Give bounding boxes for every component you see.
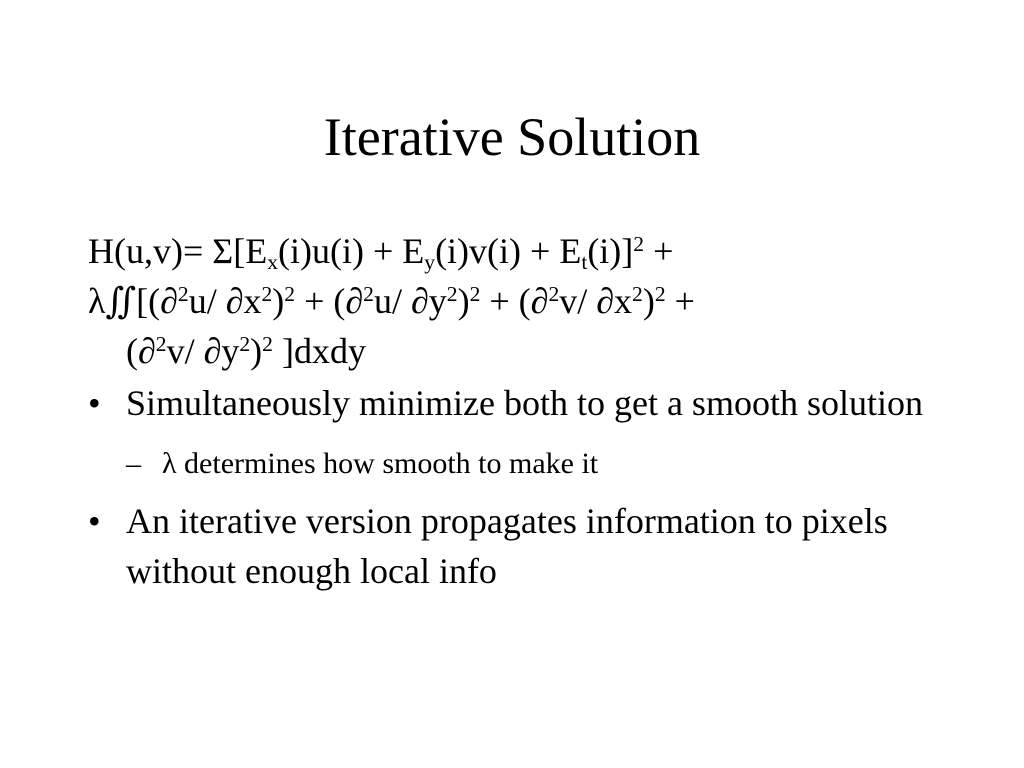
eq-text: H(u,v)= Σ[E [88,231,268,271]
eq-text: + [644,231,674,271]
eq-subscript-x: x [267,250,279,275]
eq-superscript: 2 [632,282,643,307]
eq-text: v/ ∂x [559,281,633,321]
equation-line-1 [88,226,988,276]
sub-bullet-item [88,444,988,484]
eq-text: ) [457,281,470,321]
eq-superscript: 2 [446,282,458,307]
eq-superscript: 2 [239,332,251,357]
eq-text: v/ ∂y [166,331,240,371]
bullet-marker: • [88,501,101,541]
bullet-text: An iterative version propagates information to pixels without enough local info [126,501,888,591]
eq-superscript: 2 [469,282,481,307]
eq-text: (i)u(i) + E [278,231,425,271]
slide-body [88,226,988,596]
eq-text: u/ ∂y [373,281,447,321]
eq-text: + (∂ [295,281,364,321]
sub-bullet-marker: – [126,447,141,480]
eq-text: (i)] [587,231,634,271]
eq-superscript: 2 [633,232,645,257]
bullet-text: Simultaneously minimize both to get a smooth solution [126,383,923,423]
eq-text: u/ ∂x [188,281,262,321]
sub-bullet-text: λ determines how smooth to make it [162,447,599,480]
eq-text: (∂ [126,331,156,371]
eq-text: (i)v(i) + E [435,231,582,271]
eq-subscript-y: y [424,250,436,275]
eq-superscript: 2 [261,282,273,307]
eq-text: + [665,281,695,321]
eq-superscript: 2 [155,332,167,357]
eq-superscript: 2 [654,282,666,307]
eq-text: ) [272,281,285,321]
eq-subscript-t: t [581,250,588,275]
eq-superscript: 2 [177,282,189,307]
bullet-marker: • [88,383,101,423]
equation-line-3 [88,326,988,376]
equation-line-2 [88,276,988,326]
eq-text: ]dxdy [272,331,366,371]
bullet-item [88,496,988,596]
eq-superscript: 2 [363,282,374,307]
eq-text: ) [642,281,655,321]
eq-superscript: 2 [548,282,560,307]
eq-text: ) [250,331,263,371]
eq-superscript: 2 [262,332,273,357]
slide-title: Iterative Solution [323,107,701,167]
eq-text: + (∂ [480,281,549,321]
eq-superscript: 2 [284,282,296,307]
bullet-item [88,378,988,428]
eq-text: λ∬[(∂ [88,281,178,321]
